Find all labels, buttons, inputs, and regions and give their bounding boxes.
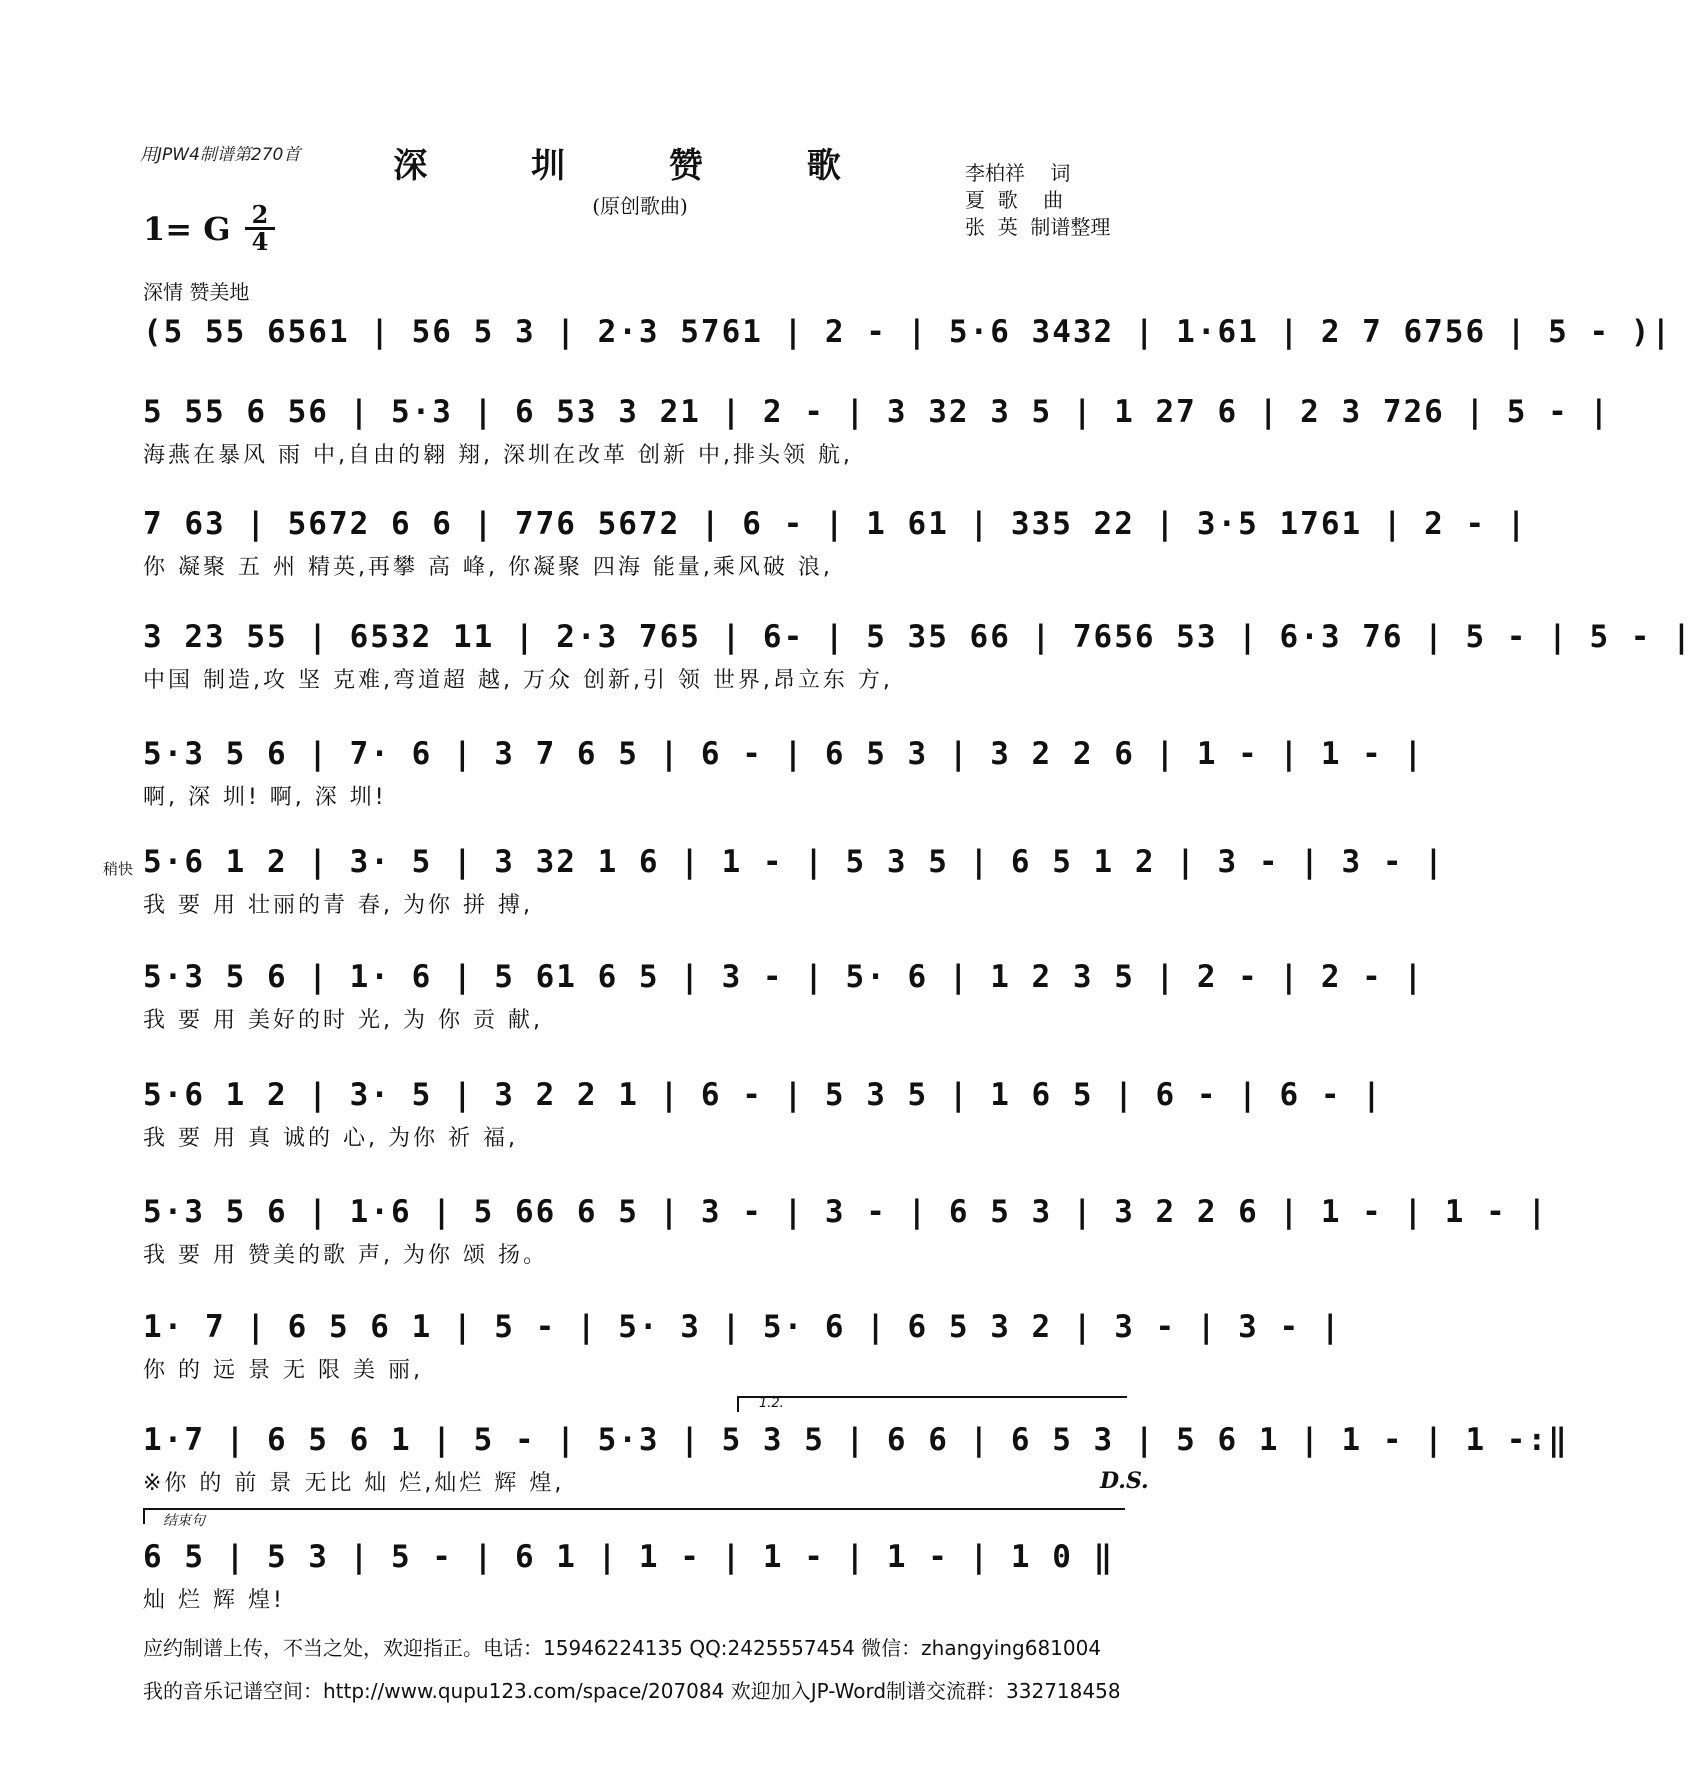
notation-line: (5 55 6561 | 56 5 3 | 2·3 5761 | 2 - | 5·6 3432 | 1·61 | 2 7 6756 | 5 - )| (143, 314, 1673, 350)
lyric-line: 你 凝聚 五 州 精英,再攀 高 峰, 你凝聚 四海 能量,乘风破 浪, (143, 555, 833, 580)
notation-line: 1· 7 | 6 5 6 1 | 5 - | 5· 3 | 5· 6 | 6 5 3 2 | 3 - | 3 - | (143, 1309, 1342, 1345)
notation-line: 6 5 | 5 3 | 5 - | 6 1 | 1 - | 1 - | 1 - | 1 0 ‖ (143, 1539, 1115, 1575)
faster-marking: 稍快 (103, 860, 134, 878)
time-signature-bottom: 4 (251, 227, 269, 256)
notation-line: 5·3 5 6 | 1·6 | 5 66 6 5 | 3 - | 3 - | 6 5 3 | 3 2 2 6 | 1 - | 1 - | (143, 1194, 1549, 1230)
song-title: 深 圳 赞 歌 (393, 146, 887, 186)
notation-line: 5·6 1 2 | 3· 5 | 3 32 1 6 | 1 - | 5 3 5 | 6 5 1 2 | 3 - | 3 - | (143, 844, 1445, 880)
lyric-line: 你 的 远 景 无 限 美 丽, (143, 1358, 423, 1383)
lyric-line: 我 要 用 壮丽的青 春, 为你 拼 搏, (143, 893, 533, 918)
credits (965, 160, 1110, 241)
dal-segno-mark: D.S. (1100, 1468, 1149, 1494)
notation-line: 1·7 | 6 5 6 1 | 5 - | 5·3 | 5 3 5 | 6 6 | 6 5 3 | 5 6 1 | 1 - | 1 -:‖ (143, 1422, 1569, 1458)
ending-bracket (143, 1508, 1125, 1529)
lyric-line: 灿 烂 辉 煌! (143, 1588, 285, 1613)
lyric-line: 我 要 用 美好的时 光, 为 你 贡 献, (143, 1008, 543, 1033)
notation-line: 5 55 6 56 | 5·3 | 6 53 3 21 | 2 - | 3 32 3 5 | 1 27 6 | 2 3 726 | 5 - | (143, 394, 1611, 430)
lyric-line: 我 要 用 真 诚的 心, 为你 祈 福, (143, 1126, 518, 1151)
tempo-marking: 深情 赞美地 (143, 280, 250, 304)
tool-note: 用JPW4制谱第270首 (140, 145, 301, 165)
lyric-line: 我 要 用 赞美的歌 声, 为你 颂 扬。 (143, 1243, 548, 1268)
volta-bracket (737, 1396, 1127, 1412)
volta-label: 1.2. (759, 1396, 784, 1411)
ending-label: 结束句 (163, 1513, 205, 1529)
notation-line: 3 23 55 | 6532 11 | 2·3 765 | 6- | 5 35 66 | 7656 53 | 6·3 76 | 5 - | 5 - | (143, 619, 1693, 655)
composer-credit: 夏 歌 曲 (965, 188, 1064, 212)
time-signature-top: 2 (251, 200, 269, 229)
footer-link: 我的音乐记谱空间：http://www.qupu123.com/space/207084 欢迎加入JP-Word制谱交流群：332718458 (143, 1679, 1121, 1703)
notation-line: 5·3 5 6 | 7· 6 | 3 7 6 5 | 6 - | 6 5 3 | 3 2 2 6 | 1 - | 1 - | (143, 736, 1425, 772)
lyricist-credit: 李柏祥 词 (965, 161, 1071, 185)
notation-line: 7 63 | 5672 6 6 | 776 5672 | 6 - | 1 61 | 335 22 | 3·5 1761 | 2 - | (143, 506, 1528, 542)
key-signature: 1= G (143, 210, 231, 248)
notation-line: 5·6 1 2 | 3· 5 | 3 2 2 1 | 6 - | 5 3 5 | 1 6 5 | 6 - | 6 - | (143, 1077, 1383, 1113)
footer-contact: 应约制谱上传，不当之处，欢迎指正。电话：15946224135 QQ:2425557454 微信：zhangying681004 (143, 1636, 1102, 1660)
song-subtitle: (原创歌曲) (592, 194, 688, 218)
notation-line: 5·3 5 6 | 1· 6 | 5 61 6 5 | 3 - | 5· 6 | 1 2 3 5 | 2 - | 2 - | (143, 959, 1425, 995)
lyric-line: 啊, 深 圳! 啊, 深 圳! (143, 785, 387, 810)
lyric-line: ※你 的 前 景 无比 灿 烂,灿烂 辉 煌, (143, 1471, 565, 1496)
lyric-line: 海燕在暴风 雨 中,自由的翱 翔, 深圳在改革 创新 中,排头领 航, (143, 443, 853, 468)
time-signature (245, 200, 275, 256)
lyric-line: 中国 制造,攻 坚 克难,弯道超 越, 万众 创新,引 领 世界,昂立东 方, (143, 668, 893, 693)
arranger-credit: 张 英 制谱整理 (965, 215, 1111, 239)
